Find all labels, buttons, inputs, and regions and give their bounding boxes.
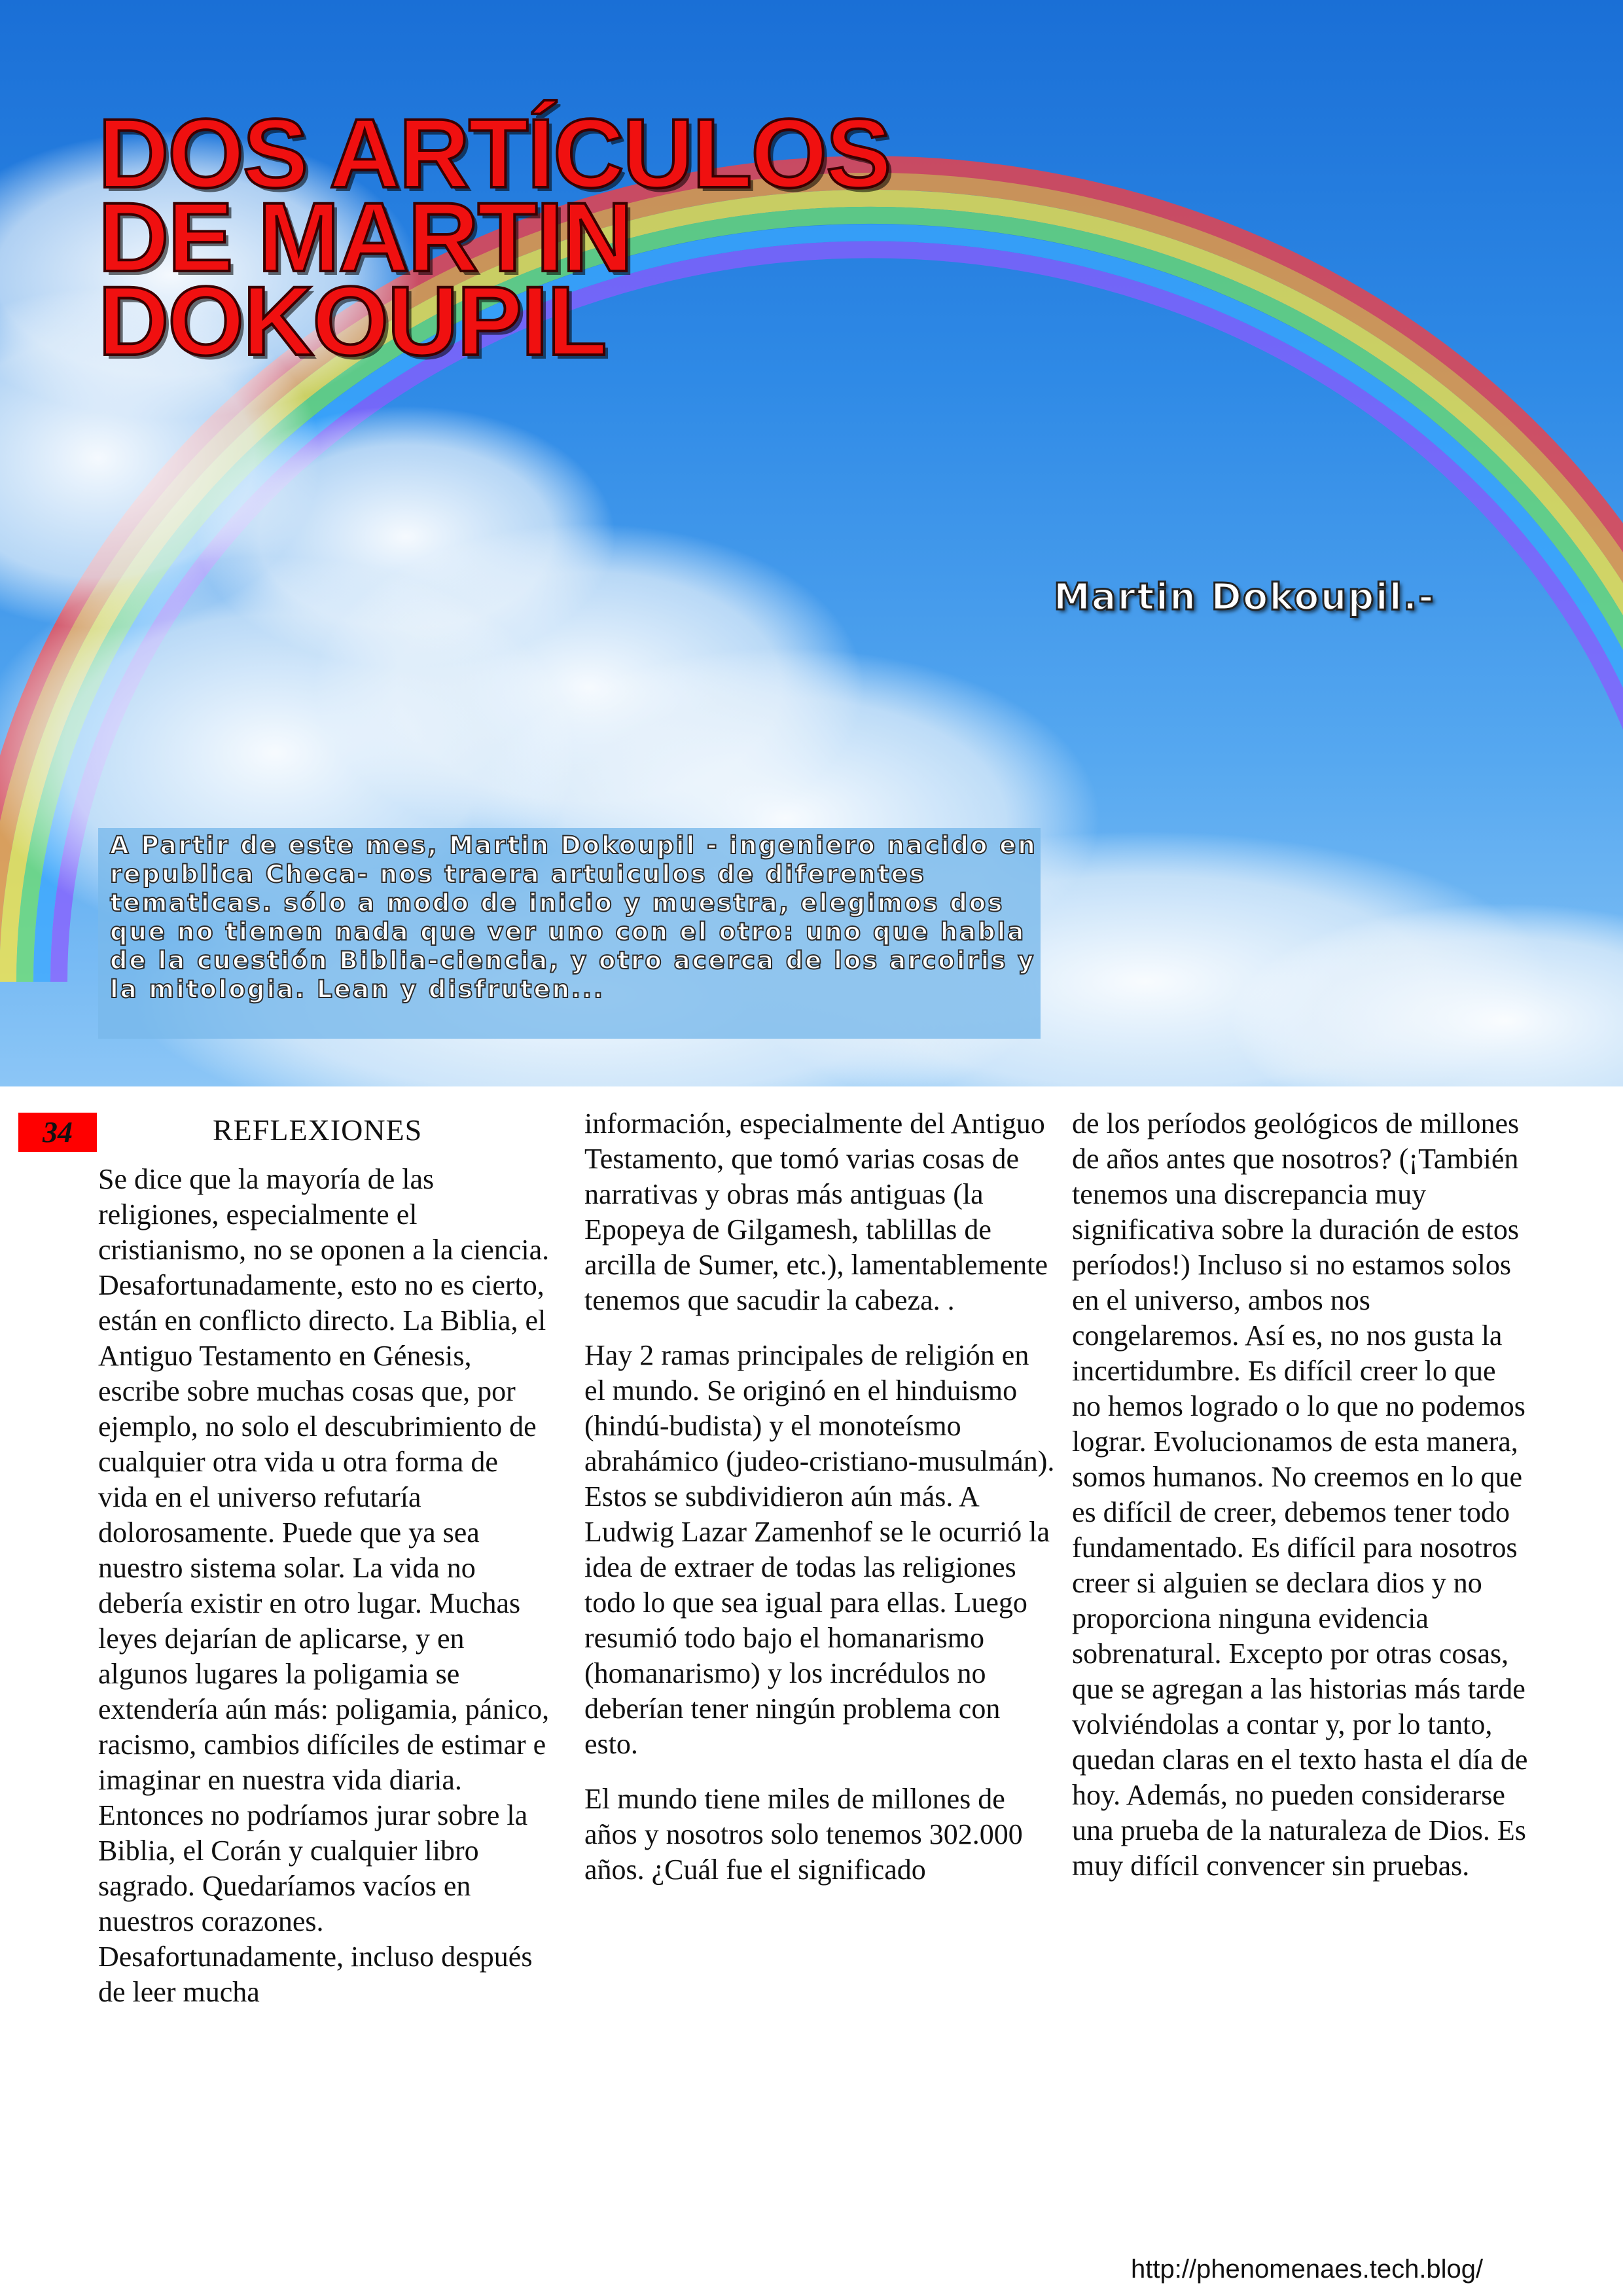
footer-url[interactable]: http://phenomenaes.tech.blog/ bbox=[1131, 2255, 1484, 2284]
column-1 bbox=[98, 1162, 550, 2030]
title-line-1: DOS ARTÍCULOS bbox=[98, 98, 891, 208]
title-line-2: DE MARTIN bbox=[98, 182, 632, 292]
paragraph: de los períodos geológicos de millones de años antes que nosotros? (¡También tenemos una discrepancia muy significativa sobre la duración de estos períodos!) Incluso si no estamos solos en el universo, ambos nos congelaremos. Así es, no nos gusta la incertidumbre. Es difícil creer lo que no hemos logrado o lo que no podemos lograr. Evolucionamos de esta manera, somos humanos. No creemos en lo que es difícil de creer, debemos tener todo fundamentado. Es difícil para nosotros creer si alguien se declara dios y no proporciona ninguna evidencia sobrenatural. Excepto por otras cosas, que se agregan a las historias más tarde volviéndolas a contar y, por lo tanto, quedan claras en el texto hasta el día de hoy. Además, no pueden considerarse una prueba de la naturaleza de Dios. Es muy difícil convencer sin pruebas. bbox=[1072, 1107, 1528, 1882]
column-3 bbox=[1072, 1106, 1530, 1903]
intro-text: A Partir de este mes, Martin Dokoupil - ingeniero nacido en republica Checa- nos traera artuiculos de diferentes tematicas. sólo a modo de inicio y muestra, elegimos dos que no tienen nada que ver uno con el otro: uno que habla de la cuestión Biblia-ciencia, y otro acerca de los arcoiris y la mitologia. Lean y disfruten... bbox=[110, 831, 1037, 1003]
column-2 bbox=[584, 1106, 1056, 1907]
article-title bbox=[98, 98, 1014, 376]
paragraph: información, especialmente del Antiguo Testamento, que tomó varias cosas de narrativas y obras más antiguas (la Epopeya de Gilgamesh, tablillas de arcilla de Sumer, etc.), lamentablemente tenemos que sacudir la cabeza. . bbox=[584, 1107, 1048, 1316]
title-line-3: DOKOUPIL bbox=[98, 266, 606, 376]
paragraph: El mundo tiene miles de millones de años y nosotros solo tenemos 302.000 años. ¿Cuál fue el significado bbox=[584, 1783, 1023, 1886]
paragraph: Hay 2 ramas principales de religión en el mundo. Se originó en el hinduismo (hindú-budista) y el monoteísmo abrahámico (judeo-cristiano-musulmán). Estos se subdividieron aún más. A Ludwig Lazar Zamenhof se le ocurrió la idea de extraer de todas las religiones todo lo que sea igual para ellas. Luego resumió todo bajo el homanarismo (homanarismo) y los incrédulos no deberían tener ningún problema con esto. bbox=[584, 1339, 1055, 1760]
author-name: Martin Dokoupil.- bbox=[1054, 576, 1435, 619]
paragraph: Se dice que la mayoría de las religiones, especialmente el cristianismo, no se oponen a la ciencia. Desafortunadamente, esto no es cierto, están en conflicto directo. La Biblia, el Antiguo Testamento en Génesis, escribe sobre muchas cosas que, por ejemplo, no solo el descubrimiento de cualquier otra vida u otra forma de vida en el universo refutaría dolorosamente. Puede que ya sea nuestro sistema solar. La vida no debería existir en otro lugar. Muchas leyes dejarían de aplicarse, y en algunos lugares la poligamia se extendería aún más: poligamia, pánico, racismo, cambios difíciles de estimar e imaginar en nuestra vida diaria. Entonces no podríamos jurar sobre la Biblia, el Corán y cualquier libro sagrado. Quedaríamos vacíos en nuestros corazones. Desafortunadamente, incluso después de leer mucha bbox=[98, 1163, 550, 2008]
section-label: REFLEXIONES bbox=[213, 1113, 423, 1147]
page-number: 34 bbox=[18, 1113, 97, 1152]
